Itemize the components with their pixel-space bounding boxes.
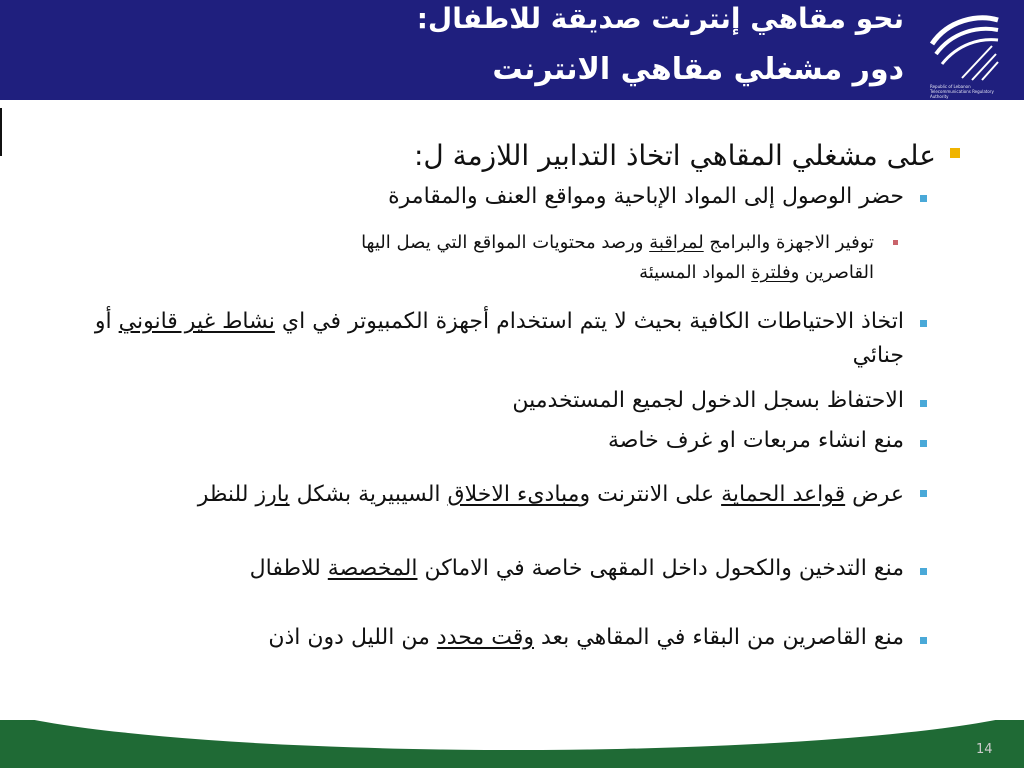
bullet-square-icon [920, 440, 927, 447]
slide-title: نحو مقاهي إنترنت صديقة للاطفال: [416, 2, 904, 35]
underlined-term: وقت محدد [436, 625, 534, 650]
bullet-item [44, 305, 904, 373]
text-segment: للنظر [197, 482, 256, 507]
text-segment: أو جنائي [94, 309, 904, 368]
bullet-square-icon [950, 148, 960, 158]
text-segment: ورصد محتويات المواقع التي يصل اليها [361, 232, 650, 253]
bullet-item: حضر الوصول إلى المواد الإباحية ومواقع العنف والمقامرة [388, 184, 904, 209]
bullet-square-icon [920, 637, 927, 644]
bullet-square-icon [920, 490, 927, 497]
bullet-item: الاحتفاظ بسجل الدخول لجميع المستخدمين [512, 388, 904, 413]
bullet-square-icon [920, 400, 927, 407]
bullet-item [44, 623, 904, 653]
underlined-term: نشاط غير قانوني [118, 309, 275, 334]
bullet-square-icon [920, 320, 927, 327]
bullet-square-icon [920, 568, 927, 575]
underlined-term: المخصصة [327, 556, 418, 581]
text-segment: للاطفال [249, 556, 328, 581]
text-segment: السيبيرية بشكل [289, 482, 448, 507]
bullet-item: منع انشاء مربعات او غرف خاصة [607, 428, 904, 453]
sub-bullet-item [134, 228, 874, 288]
text-segment: اتخاذ الاحتياطات الكافية بحيث لا يتم استخدام أجهزة الكمبيوتر في اي [274, 309, 904, 334]
logo-caption: Republic of Lebanon Telecommunications Regulatory Authority [930, 84, 994, 99]
text-segment: توفير الاجهزة والبرامج [703, 232, 874, 253]
underlined-term: بارز [255, 482, 290, 507]
text-segment: منع التدخين والكحول داخل المقهى خاصة في الاماكن [417, 556, 904, 581]
underlined-term: قواعد الحماية [721, 482, 846, 507]
text-segment: عرض [845, 482, 904, 507]
underlined-term: مبادىء الاخلاق [447, 482, 580, 507]
underlined-term: لمراقبة [649, 232, 704, 253]
text-segment: من الليل دون اذن [268, 625, 437, 650]
bullet-square-icon [893, 240, 898, 245]
page-number: 14 [976, 742, 993, 757]
text-segment: منع القاصرين من البقاء في المقاهي بعد [533, 625, 904, 650]
bullet-item [74, 554, 904, 584]
underlined-term: فلترة [751, 262, 791, 283]
text-segment: على الانترنت و [579, 482, 722, 507]
bullet-item [114, 476, 904, 514]
heading-bullet: على مشغلي المقاهي اتخاذ التدابير اللازمة ل: [413, 139, 936, 172]
bullet-square-icon [920, 195, 927, 202]
slide-subtitle: دور مشغلي مقاهي الانترنت [492, 52, 904, 87]
text-segment: القاصرين و [790, 262, 874, 283]
text-segment: المواد المسيئة [639, 262, 752, 283]
